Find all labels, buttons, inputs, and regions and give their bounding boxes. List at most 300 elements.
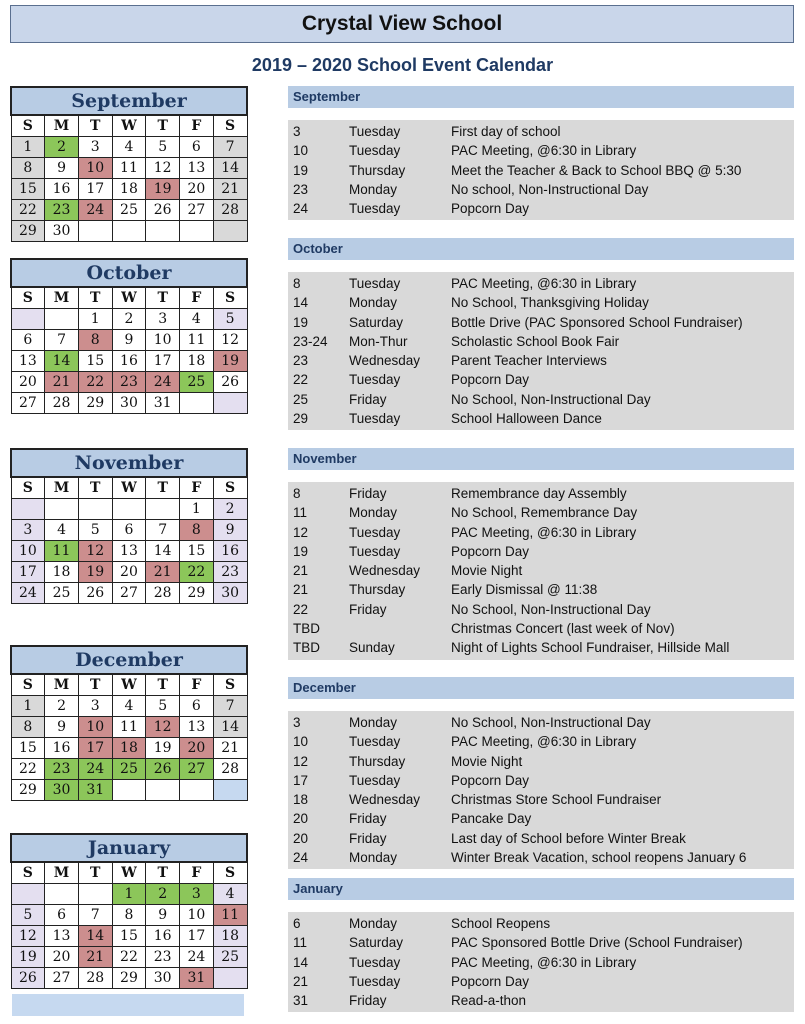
event-row [288,829,794,848]
calendar-day: 11 [45,541,79,562]
calendar-day: 7 [213,696,247,717]
calendar-day: 3 [78,696,112,717]
event-section-heading: September [288,86,794,108]
calendar-day: 9 [112,330,146,351]
event-weekday: Wednesday [349,563,421,579]
weekday-header: F [180,287,214,309]
calendar-empty-cell [213,393,247,414]
event-row [288,523,794,542]
calendar-day: 18 [213,926,247,947]
calendar-day: 27 [45,968,79,989]
event-row [288,332,794,351]
event-description: Christmas Store School Fundraiser [451,792,662,808]
calendar-day: 12 [11,926,45,947]
event-row [288,600,794,619]
calendar-empty-cell [78,884,112,905]
calendar-day: 9 [146,905,180,926]
event-date: 22 [293,601,309,617]
calendar-day: 11 [112,158,146,179]
calendar-empty-cell [78,221,112,242]
calendar-day: 30 [146,968,180,989]
calendar-day: 16 [213,541,247,562]
calendar-december [10,645,248,801]
calendar-day: 23 [213,562,247,583]
event-weekday: Mon-Thur [349,333,408,349]
calendar-day: 29 [78,393,112,414]
calendar-day: 10 [78,158,112,179]
event-row [288,771,794,790]
calendar-empty-cell [11,499,45,520]
calendar-day: 2 [213,499,247,520]
calendar-day: 29 [11,221,45,242]
event-weekday: Friday [349,391,387,407]
weekday-header: S [213,115,247,137]
event-weekday: Wednesday [349,792,421,808]
calendar-day: 25 [112,759,146,780]
event-date: 17 [293,772,309,788]
event-description: Read-a-thon [451,993,527,1009]
event-row [288,141,794,160]
event-row [288,914,794,933]
event-date: 20 [293,830,309,846]
calendar-day: 21 [213,738,247,759]
event-date: 10 [293,143,309,159]
calendar-empty-cell [213,780,247,801]
event-date: 29 [293,411,309,427]
event-description: Popcorn Day [451,201,530,217]
calendar-day: 25 [45,583,79,604]
calendar-day: 24 [146,372,180,393]
weekday-header: S [213,862,247,884]
calendar-day: 21 [45,372,79,393]
weekday-header: T [146,674,180,696]
weekday-header: T [78,674,112,696]
calendar-day: 8 [180,520,214,541]
calendar-day: 1 [11,137,45,158]
event-description: Night of Lights School Fundraiser, Hillside Mall [451,640,730,656]
calendar-day: 2 [45,696,79,717]
event-row [288,580,794,599]
weekday-header: T [146,115,180,137]
event-description: Popcorn Day [451,372,530,388]
calendar-empty-cell [112,221,146,242]
calendar-day: 10 [78,717,112,738]
calendar-day: 1 [112,884,146,905]
calendar-day: 3 [180,884,214,905]
weekday-header: S [213,674,247,696]
event-description: No School, Non-Instructional Day [451,715,651,730]
events-december [288,677,794,869]
calendar-day: 4 [45,520,79,541]
calendar-day: 18 [45,562,79,583]
bottom-bar [12,994,244,1016]
calendar-day: 23 [45,759,79,780]
calendar-day: 11 [112,717,146,738]
calendar-day: 7 [146,520,180,541]
event-weekday: Thursday [349,753,406,769]
event-description: Early Dismissal @ 11:38 [451,582,598,598]
event-weekday: Monday [349,181,398,197]
event-weekday: Tuesday [349,734,401,750]
event-weekday: Monday [349,715,398,730]
calendar-empty-cell [11,884,45,905]
event-weekday: Tuesday [349,772,401,788]
calendar-empty-cell [146,499,180,520]
event-date: 11 [293,935,308,951]
calendar-day: 3 [11,520,45,541]
calendar-day: 28 [146,583,180,604]
calendar-day: 5 [213,309,247,330]
event-date: 8 [293,486,301,501]
event-list [288,482,794,660]
calendar-day: 30 [45,221,79,242]
event-description: First day of school [451,124,561,139]
calendar-day: 18 [112,738,146,759]
calendar-empty-cell [112,780,146,801]
calendar-day: 30 [213,583,247,604]
calendar-day: 3 [78,137,112,158]
event-description: Last day of School before Winter Break [451,830,686,846]
calendar-empty-cell [180,780,214,801]
event-description: Movie Night [451,753,523,769]
event-weekday: Tuesday [349,276,401,291]
calendar-month-title: November [11,449,247,477]
event-section-heading: October [288,238,794,260]
event-weekday: Tuesday [349,973,401,989]
calendar-day: 19 [213,351,247,372]
event-date: 22 [293,372,309,388]
event-description: Scholastic School Book Fair [451,333,620,349]
event-date: 11 [293,505,308,521]
calendar-september [10,86,248,242]
calendar-day: 1 [78,309,112,330]
event-date: 12 [293,753,309,769]
events-september [288,86,794,220]
weekday-header: M [45,477,79,499]
event-row [288,991,794,1010]
calendar-day: 20 [45,947,79,968]
calendar-day: 29 [112,968,146,989]
event-weekday: Friday [349,486,387,501]
event-date: 3 [293,715,301,730]
calendar-day: 22 [11,759,45,780]
school-name-banner [10,5,794,43]
calendar-empty-cell [45,499,79,520]
calendar-day: 6 [180,137,214,158]
event-date: 19 [293,162,309,178]
event-row [288,503,794,522]
event-description: No School, Remembrance Day [451,505,638,521]
weekday-header: S [11,287,45,309]
calendar-day: 24 [11,583,45,604]
calendar-day: 15 [11,179,45,200]
calendar-day: 21 [146,562,180,583]
calendar-october [10,258,248,414]
calendar-day: 25 [180,372,214,393]
calendar-day: 12 [146,717,180,738]
calendar-day: 27 [11,393,45,414]
event-row [288,370,794,389]
event-date: 12 [293,524,309,540]
calendar-day: 29 [180,583,214,604]
event-weekday: Sunday [349,640,395,656]
calendar-day: 6 [112,520,146,541]
event-row [288,848,794,867]
calendar-month-title: January [11,834,247,862]
calendar-day: 2 [45,137,79,158]
calendar-day: 26 [11,968,45,989]
calendar-day: 16 [45,738,79,759]
event-row [288,122,794,141]
calendar-day: 23 [45,200,79,221]
calendar-day: 28 [213,759,247,780]
events-october [288,238,794,430]
calendar-day: 14 [45,351,79,372]
event-description: Remembrance day Assembly [451,486,627,501]
event-date: 24 [293,850,309,866]
event-date: 21 [293,582,309,598]
calendar-day: 18 [180,351,214,372]
event-row [288,790,794,809]
calendar-day: 11 [213,905,247,926]
calendar-day: 6 [180,696,214,717]
calendar-day: 22 [78,372,112,393]
calendar-november [10,448,248,604]
calendar-day: 11 [180,330,214,351]
calendar-day: 14 [78,926,112,947]
events-january [288,878,794,1012]
event-weekday: Friday [349,993,387,1009]
calendar-day: 17 [146,351,180,372]
calendar-day: 2 [146,884,180,905]
event-description: PAC Meeting, @6:30 in Library [451,276,637,291]
calendar-day: 15 [112,926,146,947]
weekday-header: F [180,115,214,137]
calendar-day: 10 [146,330,180,351]
event-weekday: Friday [349,601,387,617]
weekday-header: W [112,115,146,137]
calendar-day: 28 [213,200,247,221]
event-row [288,409,794,428]
event-date: 14 [293,954,309,970]
event-description: Parent Teacher Interviews [451,353,607,369]
calendar-day: 30 [112,393,146,414]
event-row [288,161,794,180]
event-row [288,542,794,561]
event-row [288,953,794,972]
event-description: PAC Sponsored Bottle Drive (School Fundraiser) [451,935,743,951]
event-description: No School, Non-Instructional Day [451,391,651,407]
event-date: 8 [293,276,301,291]
weekday-header: T [146,862,180,884]
weekday-header: W [112,287,146,309]
event-date: TBD [293,621,320,637]
calendar-day: 31 [78,780,112,801]
calendar-empty-cell [213,221,247,242]
calendar-day: 4 [180,309,214,330]
weekday-header: W [112,477,146,499]
event-row [288,390,794,409]
event-date: 18 [293,792,309,808]
event-row [288,619,794,638]
calendar-day: 8 [112,905,146,926]
calendar-day: 7 [78,905,112,926]
event-weekday: Monday [349,505,398,521]
event-weekday: Tuesday [349,543,401,559]
event-description: PAC Meeting, @6:30 in Library [451,734,637,750]
calendar-day: 15 [180,541,214,562]
calendar-day: 18 [112,179,146,200]
calendar-day: 25 [213,947,247,968]
event-weekday: Tuesday [349,124,401,139]
event-date: 24 [293,201,309,217]
calendar-day: 17 [78,738,112,759]
calendar-empty-cell [180,221,214,242]
calendar-day: 13 [45,926,79,947]
calendar-day: 9 [45,717,79,738]
calendar-day: 15 [11,738,45,759]
calendar-day: 27 [112,583,146,604]
calendar-day: 22 [180,562,214,583]
calendar-day: 25 [112,200,146,221]
calendar-day: 19 [146,179,180,200]
calendar-day: 12 [213,330,247,351]
event-row [288,351,794,370]
event-description: PAC Meeting, @6:30 in Library [451,143,637,159]
calendar-day: 19 [11,947,45,968]
event-description: School Halloween Dance [451,411,602,427]
calendar-day: 23 [146,947,180,968]
calendar-day: 5 [78,520,112,541]
event-row [288,274,794,293]
event-row [288,638,794,657]
calendar-day: 17 [78,179,112,200]
calendar-day: 4 [112,137,146,158]
calendar-day: 20 [112,562,146,583]
calendar-day: 12 [146,158,180,179]
event-description: Meet the Teacher & Back to School BBQ @ 5:30 [451,162,742,178]
event-date: 21 [293,563,309,579]
calendar-empty-cell [45,884,79,905]
calendar-day: 5 [146,696,180,717]
weekday-header: S [11,862,45,884]
calendar-day: 10 [11,541,45,562]
calendar-day: 4 [213,884,247,905]
calendar-day: 8 [11,158,45,179]
event-weekday: Tuesday [349,143,401,159]
event-row [288,809,794,828]
event-row [288,732,794,751]
calendar-day: 20 [180,179,214,200]
weekday-header: S [11,115,45,137]
weekday-header: T [78,115,112,137]
weekday-header: T [146,287,180,309]
calendar-empty-cell [45,309,79,330]
event-description: Movie Night [451,563,523,579]
calendar-day: 14 [213,158,247,179]
calendar-empty-cell [146,780,180,801]
event-list [288,272,794,430]
event-weekday: Thursday [349,162,406,178]
calendar-day: 23 [112,372,146,393]
calendar-day: 12 [78,541,112,562]
weekday-header: F [180,862,214,884]
calendar-day: 7 [45,330,79,351]
calendar-day: 19 [78,562,112,583]
school-name: Crystal View School [301,12,503,35]
event-description: No school, Non-Instructional Day [451,181,649,197]
calendar-day: 5 [11,905,45,926]
event-date: TBD [293,640,320,656]
calendar-day: 9 [213,520,247,541]
event-description: PAC Meeting, @6:30 in Library [451,954,637,970]
calendar-empty-cell [146,221,180,242]
calendar-day: 1 [180,499,214,520]
weekday-header: F [180,477,214,499]
weekday-header: W [112,674,146,696]
event-weekday: Monday [349,295,398,311]
weekday-header: S [213,477,247,499]
calendar-day: 13 [180,717,214,738]
calendar-day: 3 [146,309,180,330]
event-description: Pancake Day [451,811,532,827]
event-row [288,972,794,991]
calendar-day: 2 [112,309,146,330]
event-row [288,752,794,771]
calendar-day: 26 [146,200,180,221]
event-date: 10 [293,734,309,750]
calendar-day: 5 [146,137,180,158]
calendar-empty-cell [180,393,214,414]
calendar-day: 26 [146,759,180,780]
calendar-day: 21 [213,179,247,200]
event-list [288,711,794,869]
weekday-header: S [213,287,247,309]
event-date: 19 [293,314,309,330]
calendar-day: 14 [146,541,180,562]
calendar-day: 27 [180,200,214,221]
event-date: 21 [293,973,309,989]
calendar-day: 13 [180,158,214,179]
calendar-day: 8 [78,330,112,351]
calendar-subtitle: 2019 – 2020 School Event Calendar [251,55,554,75]
weekday-header: M [45,674,79,696]
calendar-day: 1 [11,696,45,717]
calendar-day: 22 [112,947,146,968]
event-description: PAC Meeting, @6:30 in Library [451,524,637,540]
event-date: 23 [293,353,309,369]
calendar-day: 9 [45,158,79,179]
event-row [288,933,794,952]
calendar-day: 19 [146,738,180,759]
calendar-day: 29 [11,780,45,801]
event-description: Winter Break Vacation, school reopens January 6 [451,850,747,866]
calendar-day: 20 [180,738,214,759]
event-section-heading: December [288,677,794,699]
event-date: 6 [293,916,301,931]
event-row [288,199,794,218]
calendar-empty-cell [78,499,112,520]
calendar-day: 20 [11,372,45,393]
event-weekday: Saturday [349,935,404,951]
calendar-day: 16 [112,351,146,372]
calendar-day: 16 [45,179,79,200]
event-list [288,912,794,1012]
calendar-day: 4 [112,696,146,717]
calendar-day: 22 [11,200,45,221]
weekday-header: T [78,862,112,884]
weekday-header: M [45,287,79,309]
